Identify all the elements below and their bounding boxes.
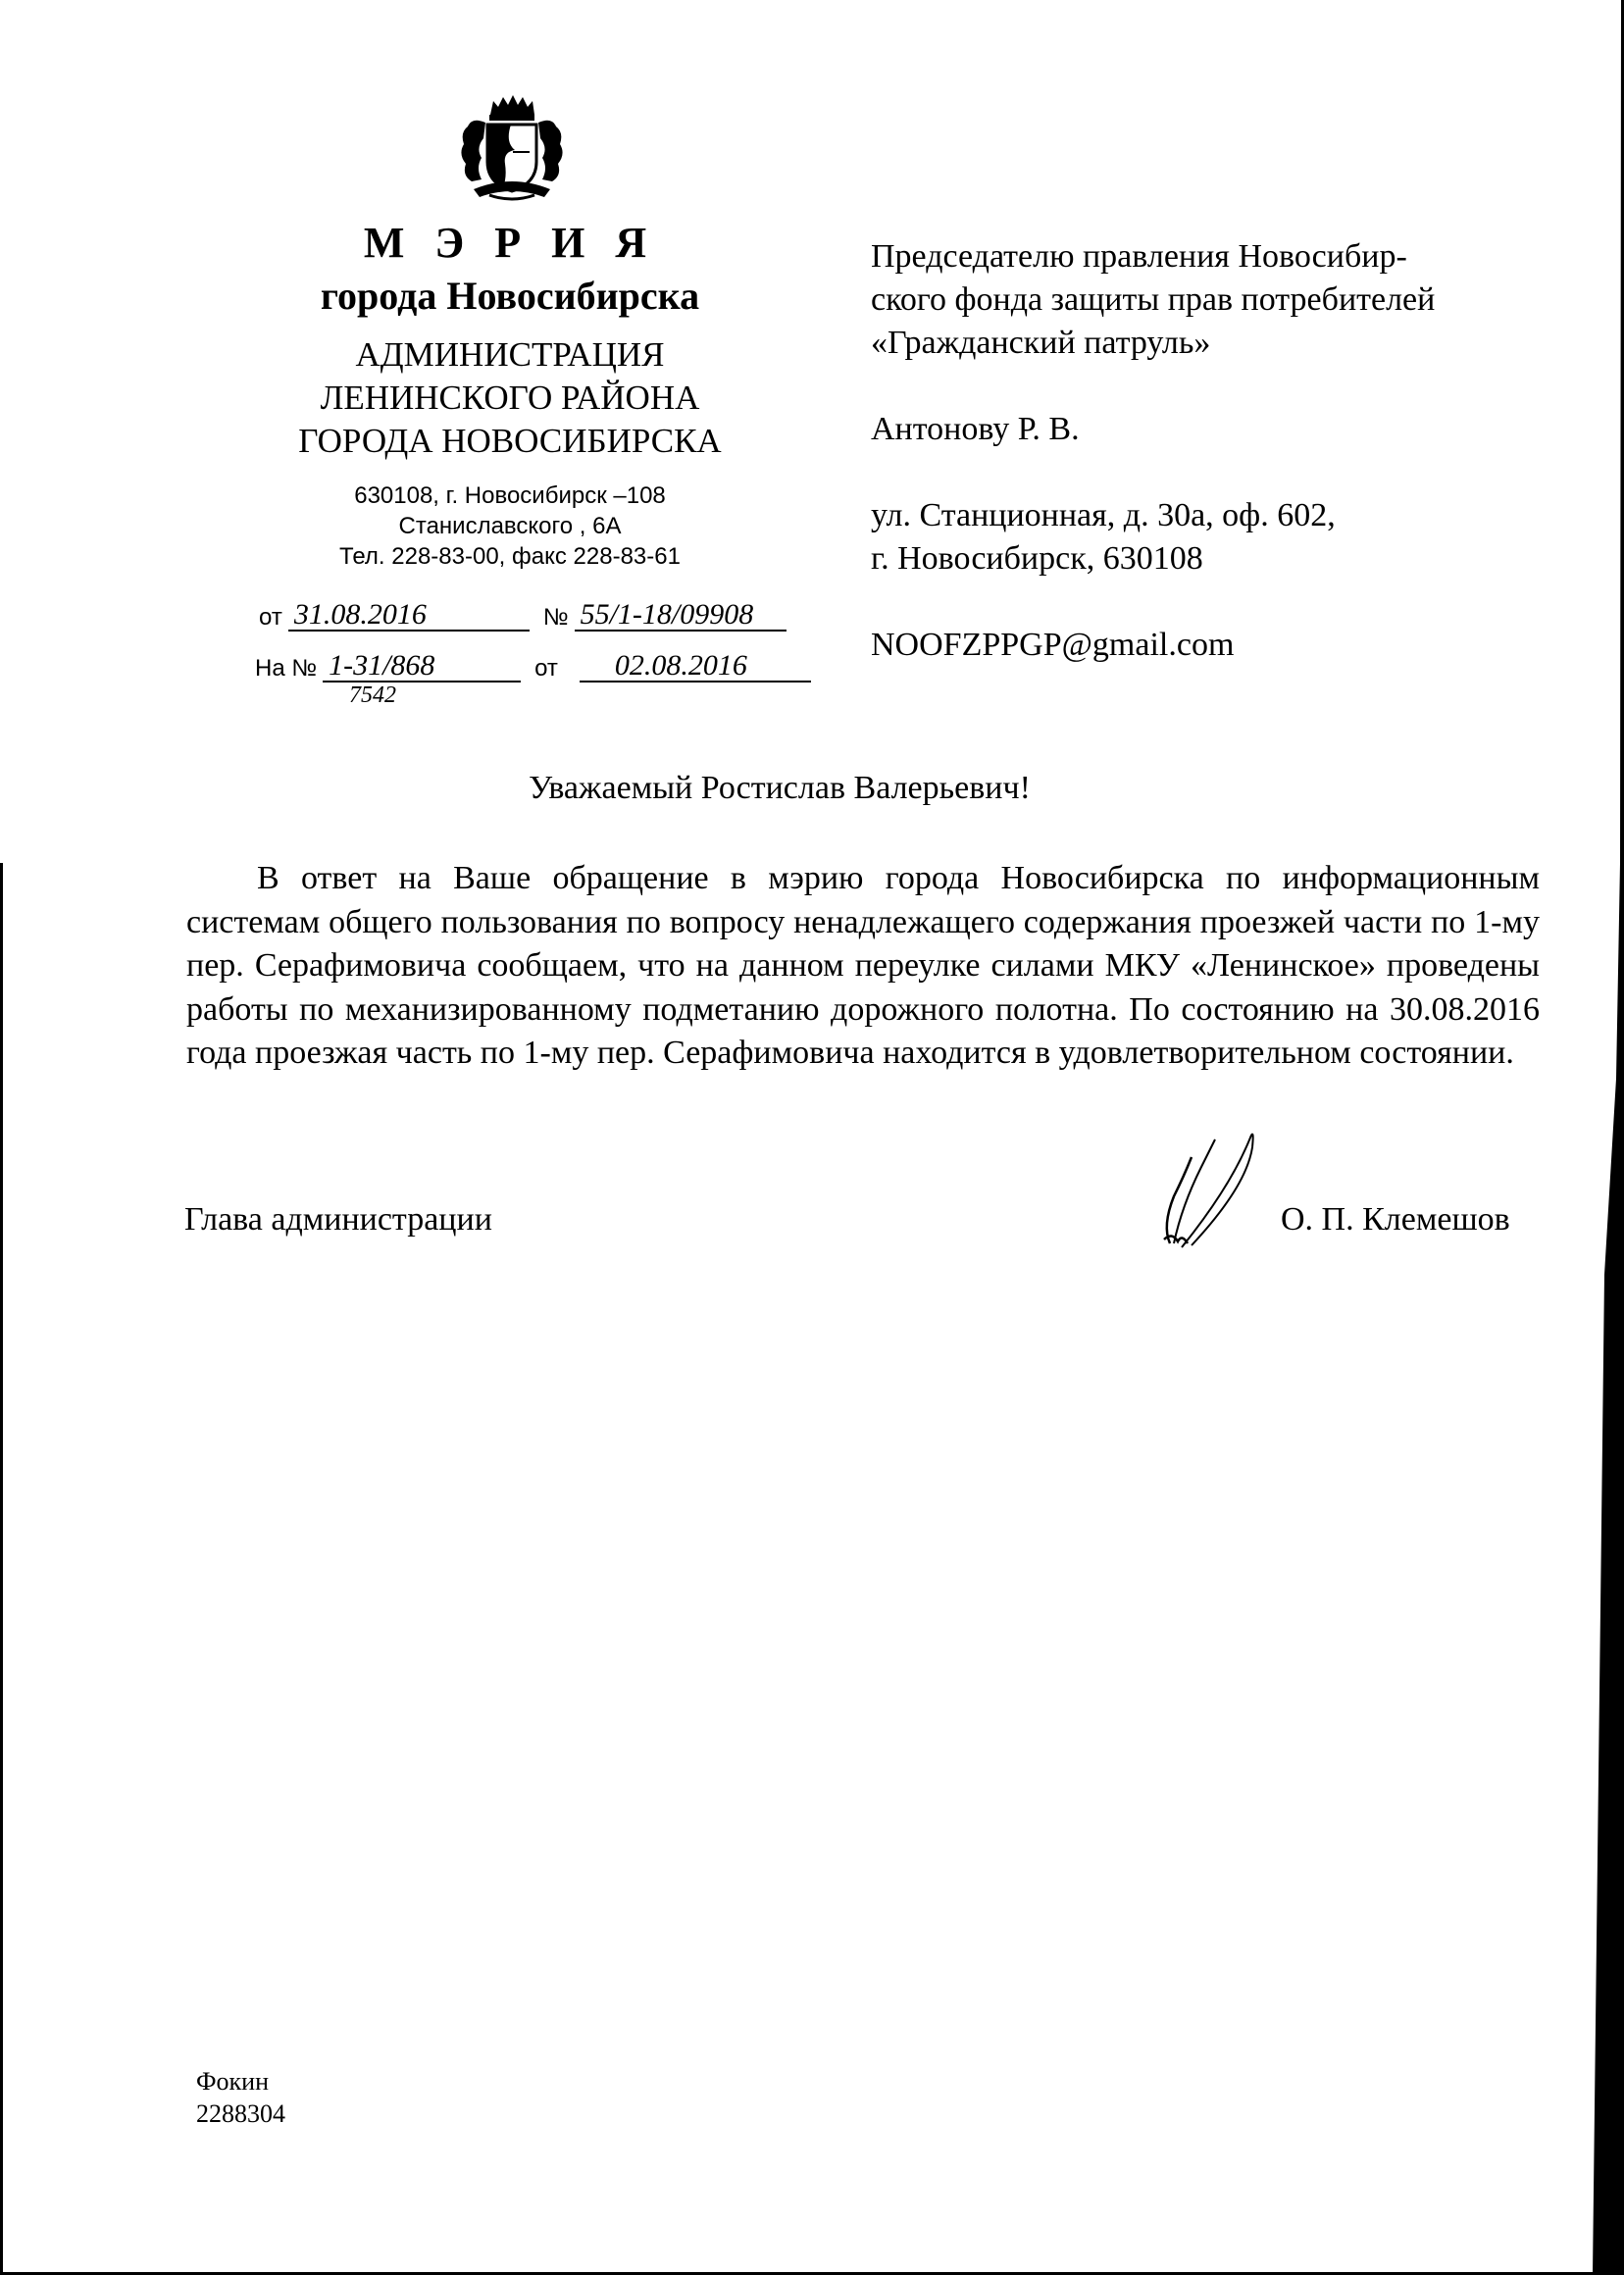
letter-body [186,857,1540,1076]
outgoing-date: 31.08.2016 [288,600,530,632]
reply-date-label: от [534,655,558,682]
recipient-email: NOOFZPPGP@gmail.com [871,627,1235,663]
executor-phone: 2288304 [196,2099,285,2128]
recipient-position-line: Председателю правления Новосибир- [871,238,1407,275]
scan-edge-right [1585,0,1624,2275]
reply-date: 02.08.2016 [580,651,811,682]
address-line: 630108, г. Новосибирск –108 [354,482,666,509]
body-paragraph: В ответ на Ваше обращение в мэрию города Новосибирска по информационным системам общего пользования по вопросу ненадлежащего содержания проезжей части по 1-му пер. Серафимовича сообщаем, что на данном переулке силами МКУ «Ленинское» проведены работы по механизированному подметанию дорожного полотна. По состоянию на 30.08.2016 года проезжая часть по 1-му пер. Серафимовича находится в удовлетворительном состоянии. [186,860,1540,1071]
executor-block [196,2065,285,2130]
recipient-position-line: «Гражданский патруль» [871,325,1211,361]
admin-line: ЛЕНИНСКОГО РАЙОНА [320,379,700,417]
executor-name: Фокин [196,2067,270,2096]
recipient-block [871,235,1557,667]
admin-line: АДМИНИСТРАЦИЯ [355,335,665,374]
signatory-name: О. П. Клемешов [1281,1201,1510,1238]
outgoing-registration [259,600,787,632]
salutation: Уважаемый Ростислав Валерьевич! [529,770,1031,806]
recipient-name: Антонову Р. В. [871,411,1080,447]
number-label: № [542,604,569,631]
scan-edge-left [0,863,3,2275]
reply-number-label: На № [255,655,318,682]
date-label: от [259,604,282,631]
recipient-address-line: ул. Станционная, д. 30а, оф. 602, [871,497,1336,533]
signatory-title: Глава администрации [184,1201,492,1238]
reply-number: 1-31/868 [323,651,521,682]
address-line: Станиславского , 6А [398,513,622,539]
letterhead-mayor-office: М Э Р И Я [363,219,657,267]
recipient-position-line: ского фонда защиты прав потребителей [871,281,1436,318]
letterhead-address [235,480,785,572]
recipient-address-line: г. Новосибирск, 630108 [871,540,1203,577]
coat-of-arms-icon [446,93,574,206]
letterhead-administration [235,333,785,463]
reply-number-sub: 7542 [349,682,396,708]
incoming-reference [255,651,811,682]
admin-line: ГОРОДА НОВОСИБИРСКА [298,422,722,460]
letterhead-city: города Новосибирска [320,274,700,318]
address-line: Тел. 228-83-00, факс 228-83-61 [339,543,681,570]
outgoing-number: 55/1-18/09908 [575,600,787,632]
